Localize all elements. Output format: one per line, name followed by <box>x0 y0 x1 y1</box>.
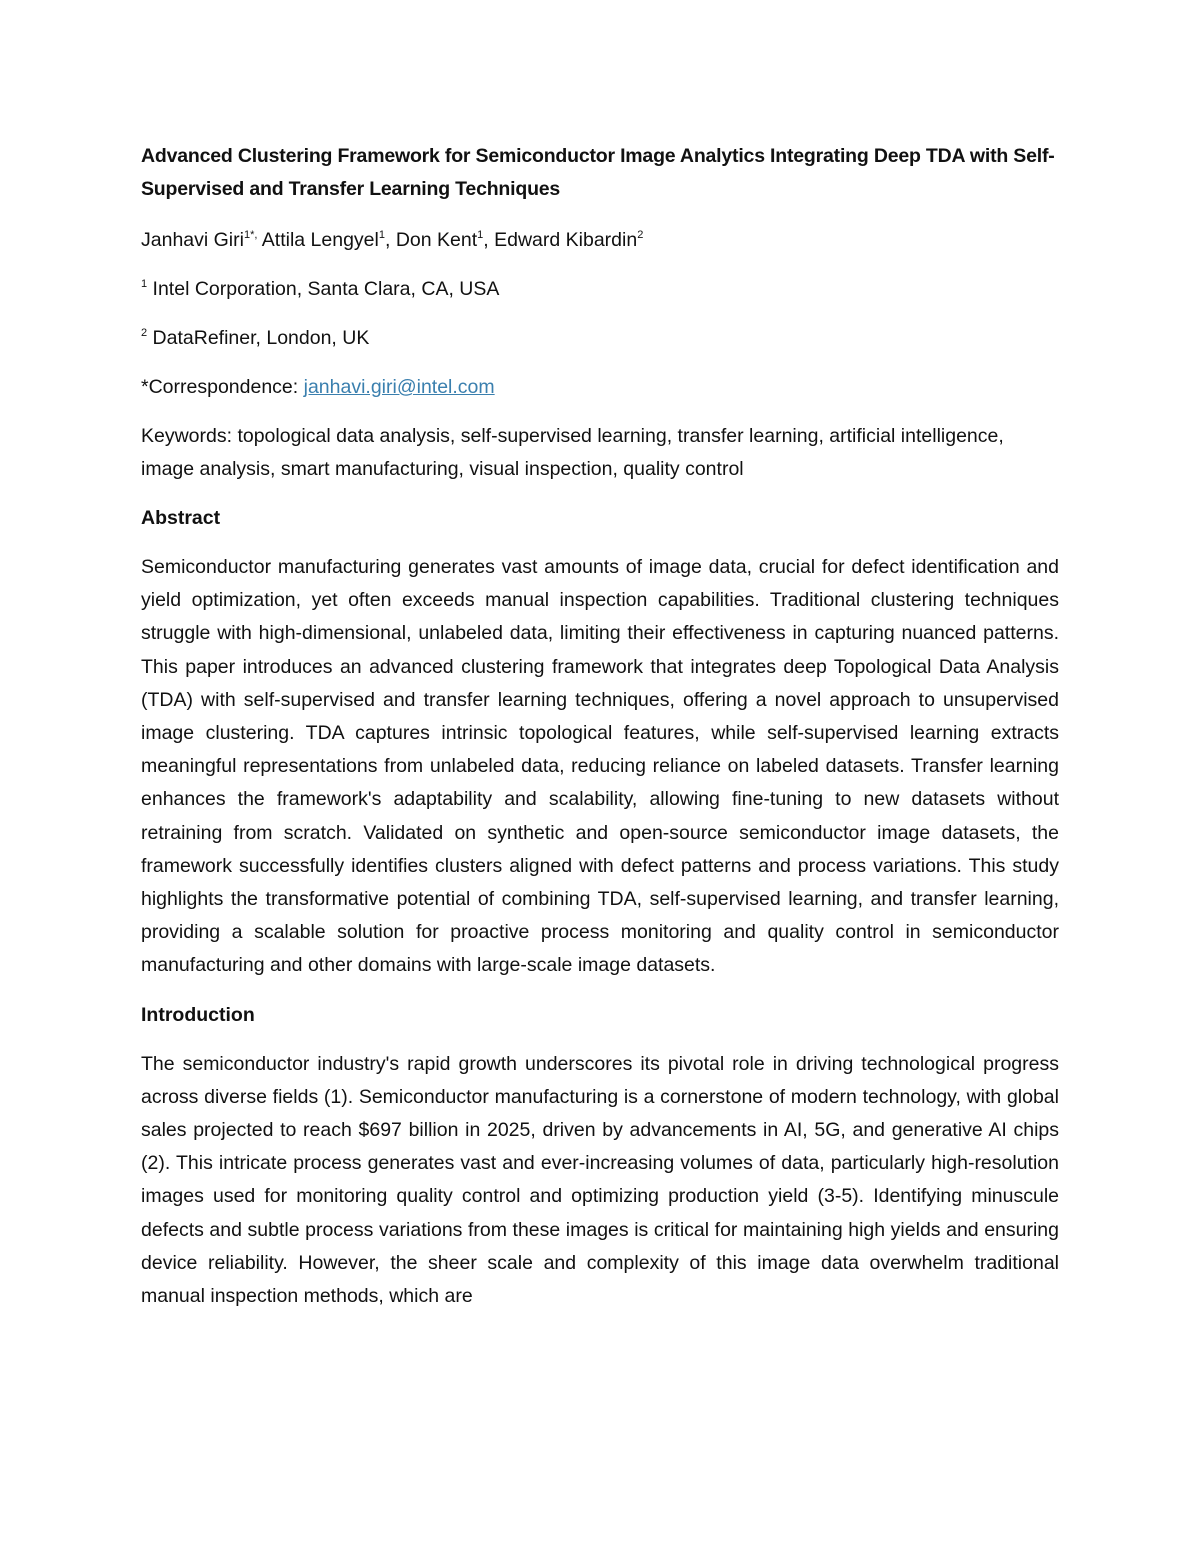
author-affiliation-mark: 2 <box>637 228 644 241</box>
correspondence-email-link[interactable]: janhavi.giri@intel.com <box>303 376 495 398</box>
author-affiliation-mark: 1 <box>378 228 385 241</box>
abstract-text: Semiconductor manufacturing generates vast amounts of image data, crucial for defect identification and yield optimization, yet often exceeds manual inspection capabilities. Traditional clustering techniques struggle with high-dimensional, unlabeled data, limiting their effectiveness in capturing nuanced patterns. This paper introduces an advanced clustering framework that integrates deep Topological Data Analysis (TDA) with self-supervised and transfer learning techniques, offering a novel approach to unsupervised image clustering. TDA captures intrinsic topological features, while self-supervised learning extracts meaningful representations from unlabeled data, reducing reliance on labeled datasets. Transfer learning enhances the framework's adaptability and scalability, allowing fine-tuning to new datasets without retraining from scratch. Validated on synthetic and open-source semiconductor image datasets, the framework successfully identifies clusters aligned with defect patterns and process variations. This study highlights the transformative potential of combining TDA, self-supervised learning, and transfer learning, providing a scalable solution for proactive process monitoring and quality control in semiconductor manufacturing and other domains with large-scale image datasets. <box>141 556 1059 977</box>
author-name: Don Kent <box>395 229 478 251</box>
introduction-heading: Introduction <box>141 1003 255 1026</box>
author-name: Edward Kibardin <box>494 229 638 251</box>
author-list: Janhavi Giri$^{1*,}$ Attila Lengyel$^1$, Don Kent$^1$, Edward Kibardin$^2$ <box>141 228 644 251</box>
correspondence-label: *Correspondence: <box>141 376 299 398</box>
paper-page <box>141 140 1059 1329</box>
affiliation-text: Intel Corporation, Santa Clara, CA, USA <box>152 278 500 300</box>
affiliation <box>141 273 1059 306</box>
affiliation <box>141 322 1059 355</box>
author-name: Janhavi Giri <box>141 229 244 251</box>
affiliation-text: DataRefiner, London, UK <box>152 327 370 349</box>
abstract-heading: Abstract <box>141 507 221 529</box>
author-affiliation-mark: 1*, <box>243 228 258 241</box>
author-name: Attila Lengyel <box>261 229 379 251</box>
correspondence <box>141 371 1059 404</box>
author-affiliation-mark: 1 <box>477 228 484 241</box>
keywords: Keywords: topological data analysis, self-supervised learning, transfer learning, artificial intelligence, image analysis, smart manufacturing, visual inspection, quality control <box>141 425 1004 480</box>
paper-title: Advanced Clustering Framework for Semiconductor Image Analytics Integrating Deep TDA with Self-Supervised and Transfer Learning Techniques <box>141 145 1055 200</box>
affiliation-mark: 1 <box>141 277 148 290</box>
affiliation-mark: 2 <box>141 326 148 339</box>
introduction-text: The semiconductor industry's rapid growth underscores its pivotal role in driving technological progress across diverse fields (1). Semiconductor manufacturing is a cornerstone of modern technology, with global sales projected to reach $697 billion in 2025, driven by advancements in AI, 5G, and generative AI chips (2). This intricate process generates vast and ever-increasing volumes of data, particularly high-resolution images used for monitoring quality control and optimizing production yield (3-5). Identifying minuscule defects and subtle process variations from these images is critical for maintaining high yields and ensuring device reliability. However, the sheer scale and complexity of this image data overwhelm traditional manual inspection methods, which are <box>141 1052 1059 1308</box>
